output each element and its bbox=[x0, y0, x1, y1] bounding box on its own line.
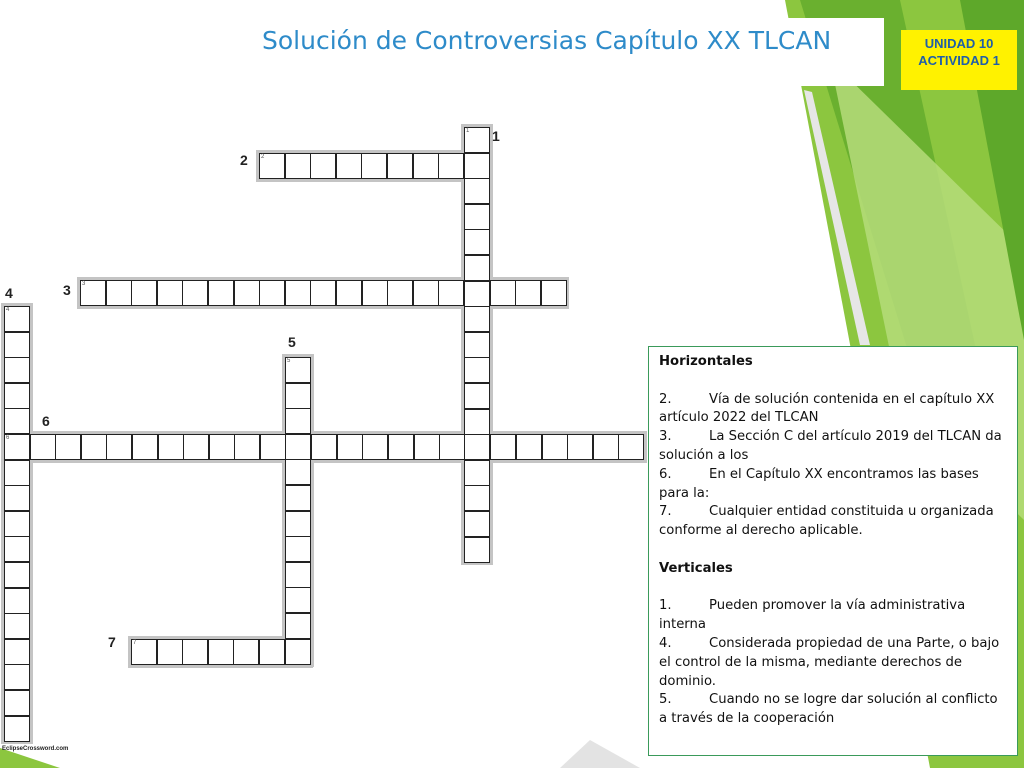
crossword-cell[interactable] bbox=[541, 280, 567, 306]
clues-panel bbox=[648, 346, 1018, 756]
crossword-cell[interactable] bbox=[285, 434, 311, 460]
crossword-cell[interactable] bbox=[361, 153, 387, 179]
crossword-cell[interactable] bbox=[285, 459, 311, 485]
crossword-cell[interactable] bbox=[285, 536, 311, 562]
vertical-header: Verticales bbox=[659, 560, 733, 576]
crossword-cell[interactable] bbox=[285, 153, 311, 179]
crossword-cell[interactable] bbox=[234, 434, 260, 460]
horizontal-header: Horizontales bbox=[659, 354, 753, 369]
crossword-cell[interactable] bbox=[259, 280, 285, 306]
crossword-cell[interactable] bbox=[285, 639, 311, 665]
clue-number: 4. bbox=[659, 635, 672, 651]
cell-number: 2 bbox=[261, 154, 265, 160]
clue-text: Vía de solución contenida en el capítulo XX artículo 2022 del TLCAN bbox=[659, 391, 995, 426]
crossword-cell[interactable] bbox=[259, 153, 285, 179]
cell-number: 1 bbox=[466, 128, 470, 134]
crossword-cell[interactable] bbox=[4, 460, 30, 486]
crossword-cell[interactable] bbox=[157, 280, 183, 306]
clue-number: 7. bbox=[659, 504, 672, 520]
page-title: Solución de Controversias Capítulo XX TLCAN bbox=[262, 26, 832, 55]
crossword-cell[interactable] bbox=[464, 153, 490, 179]
crossword-cell[interactable] bbox=[464, 460, 490, 486]
crossword-cell[interactable] bbox=[157, 639, 183, 665]
clue-text: Considerada propiedad de una Parte, o bajo el control de la misma, mediante derechos de dominio. bbox=[659, 635, 1000, 689]
crossword-cell[interactable] bbox=[490, 434, 516, 460]
horizontal-clue bbox=[659, 503, 1007, 541]
crossword-cell[interactable] bbox=[464, 306, 490, 332]
crossword-cell[interactable] bbox=[182, 280, 208, 306]
clue-text: En el Capítulo XX encontramos las bases para la: bbox=[659, 466, 979, 501]
crossword-cell[interactable] bbox=[516, 434, 542, 460]
crossword-cell[interactable] bbox=[464, 383, 490, 409]
crossword-cell[interactable] bbox=[4, 485, 30, 511]
crossword-cell[interactable] bbox=[4, 613, 30, 639]
crossword-cell[interactable] bbox=[208, 639, 234, 665]
crossword-cell[interactable] bbox=[285, 587, 311, 613]
crossword-cell[interactable] bbox=[4, 690, 30, 716]
crossword-cell[interactable] bbox=[209, 434, 235, 460]
cell-number: 5 bbox=[287, 358, 291, 364]
crossword-cell[interactable] bbox=[515, 280, 541, 306]
crossword-cell[interactable] bbox=[81, 434, 107, 460]
crossword-cell[interactable] bbox=[336, 153, 362, 179]
crossword-cell[interactable] bbox=[310, 153, 336, 179]
crossword-cell[interactable] bbox=[158, 434, 184, 460]
crossword-cell[interactable] bbox=[388, 434, 414, 460]
clue-text: Cualquier entidad constituida u organizada conforme al derecho aplicable. bbox=[659, 504, 994, 539]
clue-number: 6. bbox=[659, 466, 672, 482]
crossword-cell[interactable] bbox=[4, 511, 30, 537]
footer-credit: EclipseCrossword.com bbox=[2, 746, 69, 752]
crossword-cell[interactable] bbox=[387, 153, 413, 179]
crossword-cell[interactable] bbox=[542, 434, 568, 460]
crossword-cell[interactable] bbox=[593, 434, 619, 460]
crossword-cell[interactable] bbox=[464, 281, 490, 307]
clue-number: 1. bbox=[659, 598, 672, 614]
crossword-cell[interactable] bbox=[285, 613, 311, 639]
cell-number: 6 bbox=[6, 435, 10, 441]
crossword-cell[interactable] bbox=[464, 537, 490, 563]
crossword-cell[interactable] bbox=[4, 664, 30, 690]
crossword-cell[interactable] bbox=[4, 357, 30, 383]
vertical-clue bbox=[659, 635, 1007, 691]
crossword-cell[interactable] bbox=[208, 280, 234, 306]
crossword-cell[interactable] bbox=[131, 639, 157, 665]
crossword-cell[interactable] bbox=[464, 255, 490, 281]
clue-text: Pueden promover la vía administrativa interna bbox=[659, 598, 966, 633]
clue-label: 6 bbox=[42, 413, 50, 429]
crossword-cell[interactable] bbox=[464, 357, 490, 383]
clue-label: 1 bbox=[492, 128, 500, 144]
crossword-cell[interactable] bbox=[285, 485, 311, 511]
clue-text: La Sección C del artículo 2019 del TLCAN da solución a los bbox=[659, 429, 1002, 463]
horizontal-clue-list bbox=[659, 391, 1007, 541]
crossword-cell[interactable] bbox=[182, 639, 208, 665]
crossword-cell[interactable] bbox=[285, 511, 311, 537]
cell-number: 4 bbox=[6, 307, 10, 313]
horizontal-clue bbox=[659, 391, 1007, 429]
vertical-clue bbox=[659, 597, 1007, 635]
crossword-cell[interactable] bbox=[464, 332, 490, 358]
crossword-cell[interactable] bbox=[337, 434, 363, 460]
clue-number: 5. bbox=[659, 692, 672, 708]
crossword-cell[interactable] bbox=[4, 434, 30, 460]
crossword-cell[interactable] bbox=[285, 383, 311, 409]
crossword-cell[interactable] bbox=[285, 280, 311, 306]
crossword-cell[interactable] bbox=[131, 280, 157, 306]
crossword-cell[interactable] bbox=[464, 127, 490, 153]
badge-line-2: ACTIVIDAD 1 bbox=[918, 53, 1000, 68]
crossword-cell[interactable] bbox=[80, 280, 106, 306]
crossword-cell[interactable] bbox=[4, 716, 30, 742]
crossword-cell[interactable] bbox=[30, 434, 56, 460]
vertical-clue bbox=[659, 691, 1007, 729]
cell-number: 7 bbox=[133, 640, 137, 646]
crossword-cell[interactable] bbox=[439, 434, 465, 460]
crossword-cell[interactable] bbox=[362, 280, 388, 306]
cell-number: 3 bbox=[82, 281, 86, 287]
crossword-cell[interactable] bbox=[132, 434, 158, 460]
crossword-cell[interactable] bbox=[464, 485, 490, 511]
crossword-cell[interactable] bbox=[464, 178, 490, 204]
crossword-cell[interactable] bbox=[4, 383, 30, 409]
crossword-cell[interactable] bbox=[4, 332, 30, 358]
crossword-cell[interactable] bbox=[490, 280, 516, 306]
crossword-cell[interactable] bbox=[413, 280, 439, 306]
crossword-cell[interactable] bbox=[336, 280, 362, 306]
clue-number: 2. bbox=[659, 391, 672, 407]
crossword-cell[interactable] bbox=[413, 153, 439, 179]
crossword-cell[interactable] bbox=[310, 280, 336, 306]
crossword-cell[interactable] bbox=[183, 434, 209, 460]
clue-label: 7 bbox=[108, 634, 116, 650]
crossword-cell[interactable] bbox=[234, 280, 260, 306]
crossword-cell[interactable] bbox=[464, 511, 490, 537]
crossword-cell[interactable] bbox=[438, 280, 464, 306]
crossword-cell[interactable] bbox=[438, 153, 464, 179]
crossword-cell[interactable] bbox=[362, 434, 388, 460]
crossword-cell[interactable] bbox=[618, 434, 644, 460]
horizontal-clue bbox=[659, 466, 1007, 504]
clue-label: 4 bbox=[5, 285, 13, 301]
clue-text: Cuando no se logre dar solución al conflicto a través de la cooperación bbox=[659, 692, 998, 727]
unit-badge bbox=[901, 30, 1017, 90]
crossword-cell[interactable] bbox=[4, 306, 30, 332]
crossword-cell[interactable] bbox=[285, 408, 311, 434]
crossword-cell[interactable] bbox=[4, 588, 30, 614]
crossword-cell[interactable] bbox=[4, 408, 30, 434]
crossword-cell[interactable] bbox=[4, 536, 30, 562]
clue-label: 2 bbox=[240, 152, 248, 168]
crossword-cell[interactable] bbox=[259, 639, 285, 665]
crossword-cell[interactable] bbox=[414, 434, 440, 460]
crossword-cell[interactable] bbox=[106, 280, 132, 306]
crossword-cell[interactable] bbox=[464, 229, 490, 255]
crossword-cell[interactable] bbox=[464, 434, 490, 460]
crossword-cell[interactable] bbox=[567, 434, 593, 460]
crossword-cell[interactable] bbox=[285, 562, 311, 588]
crossword-cell[interactable] bbox=[233, 639, 259, 665]
crossword-cell[interactable] bbox=[55, 434, 81, 460]
crossword-cell[interactable] bbox=[285, 357, 311, 383]
crossword-cell[interactable] bbox=[464, 204, 490, 230]
clue-label: 5 bbox=[288, 334, 296, 350]
crossword-cell[interactable] bbox=[260, 434, 286, 460]
crossword-cell[interactable] bbox=[4, 562, 30, 588]
horizontal-clue bbox=[659, 428, 1007, 466]
crossword-cell[interactable] bbox=[387, 280, 413, 306]
vertical-clue-list bbox=[659, 597, 1007, 729]
crossword-cell[interactable] bbox=[464, 409, 490, 435]
clue-number: 3. bbox=[659, 429, 672, 445]
crossword-cell[interactable] bbox=[311, 434, 337, 460]
badge-line-1: UNIDAD 10 bbox=[924, 36, 994, 51]
crossword-cell[interactable] bbox=[106, 434, 132, 460]
clue-label: 3 bbox=[63, 282, 71, 298]
crossword-cell[interactable] bbox=[4, 639, 30, 665]
